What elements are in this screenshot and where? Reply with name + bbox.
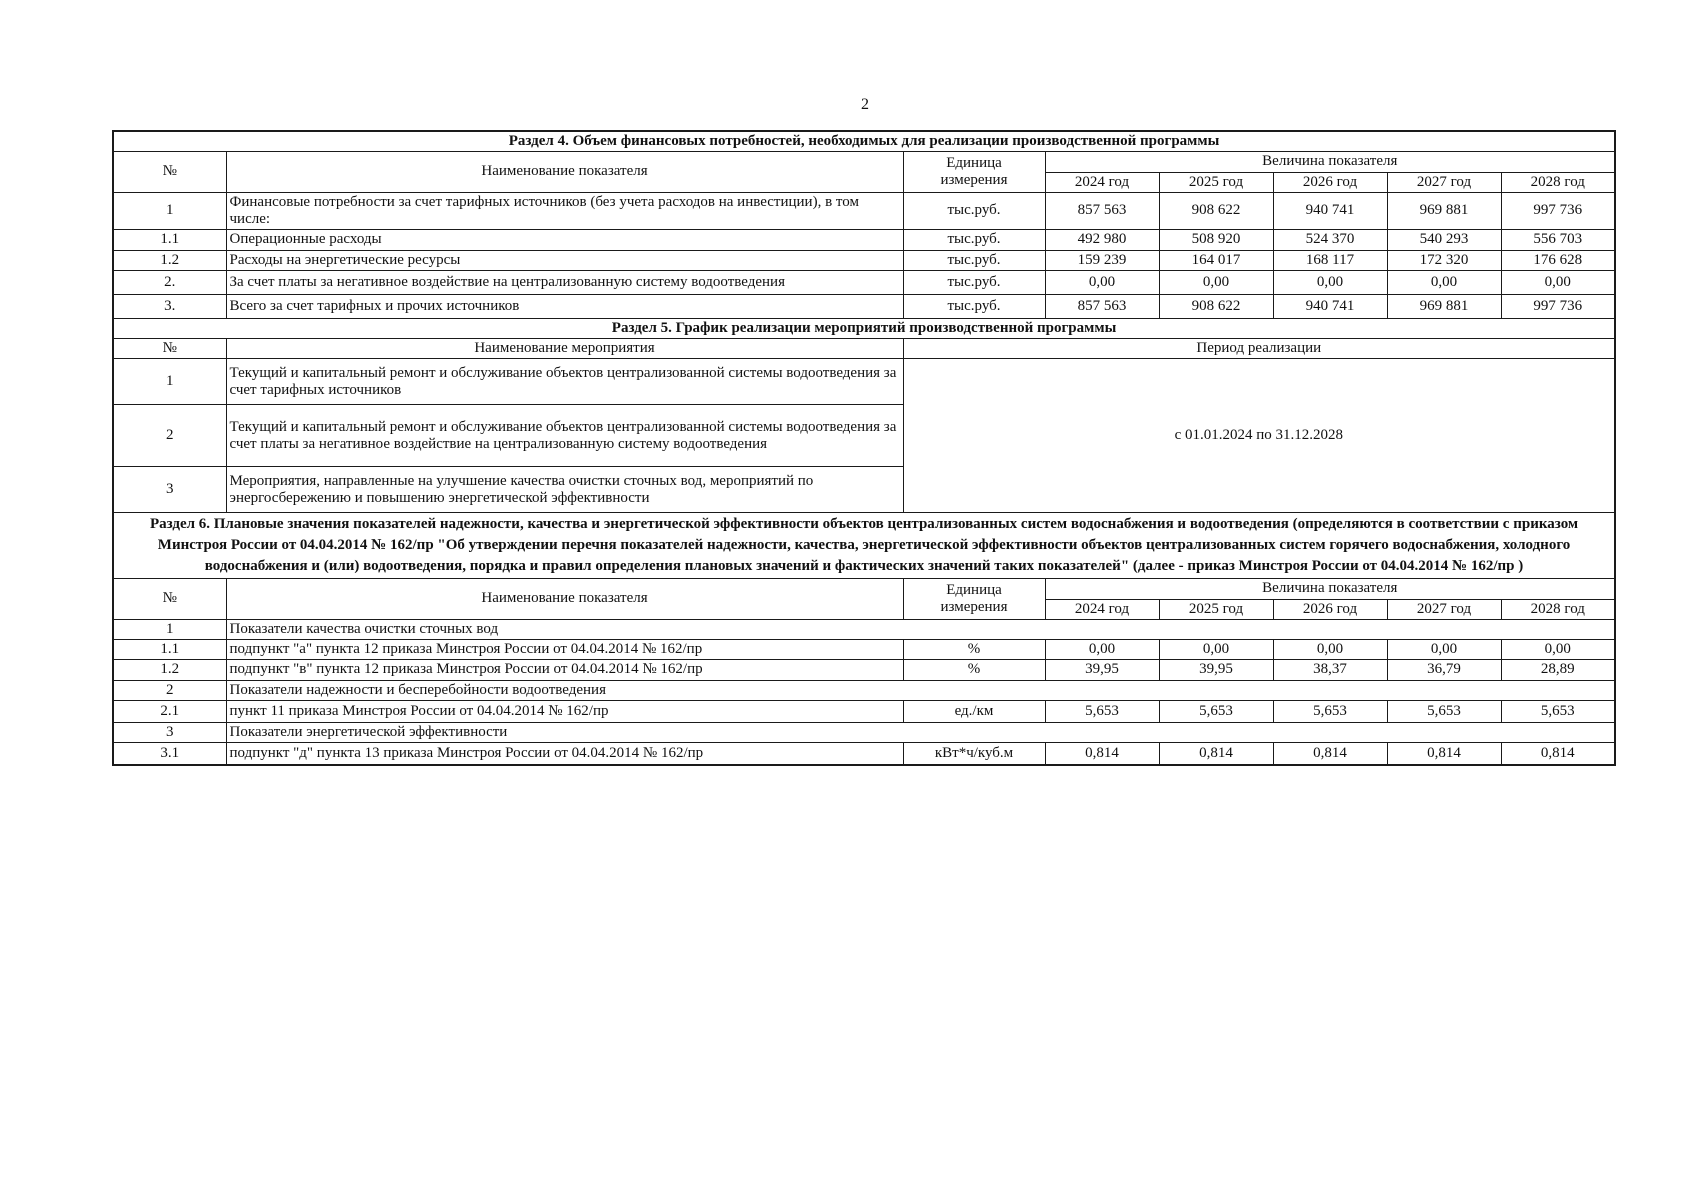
row-number: 1.2 [113,250,226,270]
table-row [113,660,1615,680]
group-number: 2 [113,680,226,700]
value-cell: 492 980 [1045,230,1159,250]
production-program-table [112,130,1616,766]
value-cell: 0,00 [1273,270,1387,294]
year-header: 2027 год [1387,172,1501,192]
value-cell: 5,653 [1273,700,1387,722]
value-cell: 969 881 [1387,192,1501,230]
indicator-name: пункт 11 приказа Минстроя России от 04.04.2014 № 162/пр [226,700,903,722]
group-row [113,680,1615,700]
value-cell: 0,00 [1501,640,1615,660]
year-header: 2025 год [1159,599,1273,619]
value-cell: 172 320 [1387,250,1501,270]
indicator-name: подпункт "в" пункта 12 приказа Минстроя России от 04.04.2014 № 162/пр [226,660,903,680]
section6-title: Раздел 6. Плановые значения показателей надежности, качества и энергетической эффективности объектов централизованных систем водоснабжения и водоотведения (определяются в соответствии с приказом Минстроя России от 04.04.2014 № 162/пр "Об утверждении перечня показателей надежности, качества, энергетической эффективности объектов централизованных систем горячего водоснабжения, холодного водоснабжения и (или) водоотведения, порядка и правил определения плановых значений и фактических значений таких показателей" (далее - приказ Минстроя России от 04.04.2014 № 162/пр ) [113,513,1615,579]
value-cell: 908 622 [1159,294,1273,318]
table-row [113,640,1615,660]
row-number: 1.1 [113,230,226,250]
section4-title-row [113,131,1615,152]
row-number: 1.1 [113,640,226,660]
unit-cell: ед./км [903,700,1045,722]
value-cell: 0,814 [1159,743,1273,765]
value-cell: 5,653 [1387,700,1501,722]
indicator-name: Всего за счет тарифных и прочих источников [226,294,903,318]
unit-header [903,579,1045,620]
activity-name-header: Наименование мероприятия [226,339,903,359]
unit-cell: тыс.руб. [903,192,1045,230]
value-cell: 997 736 [1501,192,1615,230]
value-cell: 508 920 [1159,230,1273,250]
indicator-name: Финансовые потребности за счет тарифных источников (без учета расходов на инвестиции), в том числе: [226,192,903,230]
table-row [113,359,1615,405]
row-number: 2 [113,405,226,467]
unit-header-line1: Единица [946,154,1002,171]
indicator-name: подпункт "а" пункта 12 приказа Минстроя России от 04.04.2014 № 162/пр [226,640,903,660]
value-cell: 0,00 [1045,270,1159,294]
value-cell: 39,95 [1159,660,1273,680]
indicator-name-header: Наименование показателя [226,579,903,620]
section6-title-row [113,513,1615,579]
year-header: 2026 год [1273,599,1387,619]
group-name: Показатели качества очистки сточных вод [226,619,1615,639]
indicator-name: Расходы на энергетические ресурсы [226,250,903,270]
value-cell: 0,00 [1273,640,1387,660]
value-cell: 997 736 [1501,294,1615,318]
group-name: Показатели надежности и бесперебойности водоотведения [226,680,1615,700]
num-header: № [113,579,226,620]
value-cell: 36,79 [1387,660,1501,680]
activity-name: Текущий и капитальный ремонт и обслуживание объектов централизованной системы водоотведения за счет тарифных источников [226,359,903,405]
unit-cell: тыс.руб. [903,270,1045,294]
value-cell: 5,653 [1501,700,1615,722]
table-row [113,294,1615,318]
value-cell: 0,814 [1387,743,1501,765]
value-cell: 176 628 [1501,250,1615,270]
value-cell: 168 117 [1273,250,1387,270]
indicator-name: подпункт "д" пункта 13 приказа Минстроя России от 04.04.2014 № 162/пр [226,743,903,765]
table-row [113,743,1615,765]
table-row [113,230,1615,250]
unit-header-line2: измерения [940,599,1008,615]
value-cell: 159 239 [1045,250,1159,270]
year-header: 2025 год [1159,172,1273,192]
group-number: 1 [113,619,226,639]
value-cell: 0,00 [1387,270,1501,294]
value-cell: 0,00 [1501,270,1615,294]
value-cell: 908 622 [1159,192,1273,230]
table-row [113,192,1615,230]
group-number: 3 [113,722,226,742]
section6-header-row [113,579,1615,599]
value-cell: 39,95 [1045,660,1159,680]
section5-header-row [113,339,1615,359]
group-row [113,619,1615,639]
unit-cell: % [903,640,1045,660]
indicator-name: За счет платы за негативное воздействие на централизованную систему водоотведения [226,270,903,294]
year-header: 2027 год [1387,599,1501,619]
value-cell: 524 370 [1273,230,1387,250]
row-number: 2.1 [113,700,226,722]
table-row [113,700,1615,722]
value-cell: 857 563 [1045,294,1159,318]
value-header: Величина показателя [1045,152,1615,172]
row-number: 1 [113,359,226,405]
row-number: 2. [113,270,226,294]
unit-header-line1: Единица [946,581,1002,598]
value-cell: 164 017 [1159,250,1273,270]
value-cell: 0,00 [1387,640,1501,660]
page-number: 2 [861,96,869,113]
value-cell: 540 293 [1387,230,1501,250]
value-cell: 38,37 [1273,660,1387,680]
section5-title: Раздел 5. График реализации мероприятий производственной программы [113,318,1615,338]
year-header: 2026 год [1273,172,1387,192]
value-cell: 969 881 [1387,294,1501,318]
unit-header-line2: измерения [940,172,1008,188]
value-cell: 0,814 [1273,743,1387,765]
value-cell: 0,814 [1045,743,1159,765]
table-row [113,250,1615,270]
unit-cell: % [903,660,1045,680]
value-cell: 5,653 [1045,700,1159,722]
period-cell: с 01.01.2024 по 31.12.2028 [903,359,1615,513]
value-cell: 0,00 [1159,270,1273,294]
value-cell: 5,653 [1159,700,1273,722]
indicator-name: Операционные расходы [226,230,903,250]
value-cell: 940 741 [1273,294,1387,318]
unit-cell: тыс.руб. [903,250,1045,270]
value-cell: 0,814 [1501,743,1615,765]
row-number: 3.1 [113,743,226,765]
year-header: 2024 год [1045,599,1159,619]
unit-cell: кВт*ч/куб.м [903,743,1045,765]
section4-title: Раздел 4. Объем финансовых потребностей, необходимых для реализации производственной программы [113,131,1615,152]
year-header: 2028 год [1501,172,1615,192]
activity-name: Мероприятия, направленные на улучшение качества очистки сточных вод, мероприятий по энергосбережению и повышению энергетической эффективности [226,467,903,513]
group-row [113,722,1615,742]
indicator-name-header: Наименование показателя [226,152,903,193]
row-number: 3 [113,467,226,513]
row-number: 1.2 [113,660,226,680]
unit-cell: тыс.руб. [903,294,1045,318]
period-header: Период реализации [903,339,1615,359]
value-cell: 0,00 [1159,640,1273,660]
value-cell: 0,00 [1045,640,1159,660]
row-number: 1 [113,192,226,230]
value-cell: 857 563 [1045,192,1159,230]
group-name: Показатели энергетической эффективности [226,722,1615,742]
value-header: Величина показателя [1045,579,1615,599]
row-number: 3. [113,294,226,318]
unit-header [903,152,1045,193]
num-header: № [113,152,226,193]
activity-name: Текущий и капитальный ремонт и обслуживание объектов централизованной системы водоотведения за счет платы за негативное воздействие на централизованную систему водоотведения [226,405,903,467]
value-cell: 556 703 [1501,230,1615,250]
year-header: 2024 год [1045,172,1159,192]
section5-title-row [113,318,1615,338]
year-header: 2028 год [1501,599,1615,619]
unit-cell: тыс.руб. [903,230,1045,250]
num-header: № [113,339,226,359]
section4-header-row [113,152,1615,172]
value-cell: 28,89 [1501,660,1615,680]
table-row [113,270,1615,294]
value-cell: 940 741 [1273,192,1387,230]
